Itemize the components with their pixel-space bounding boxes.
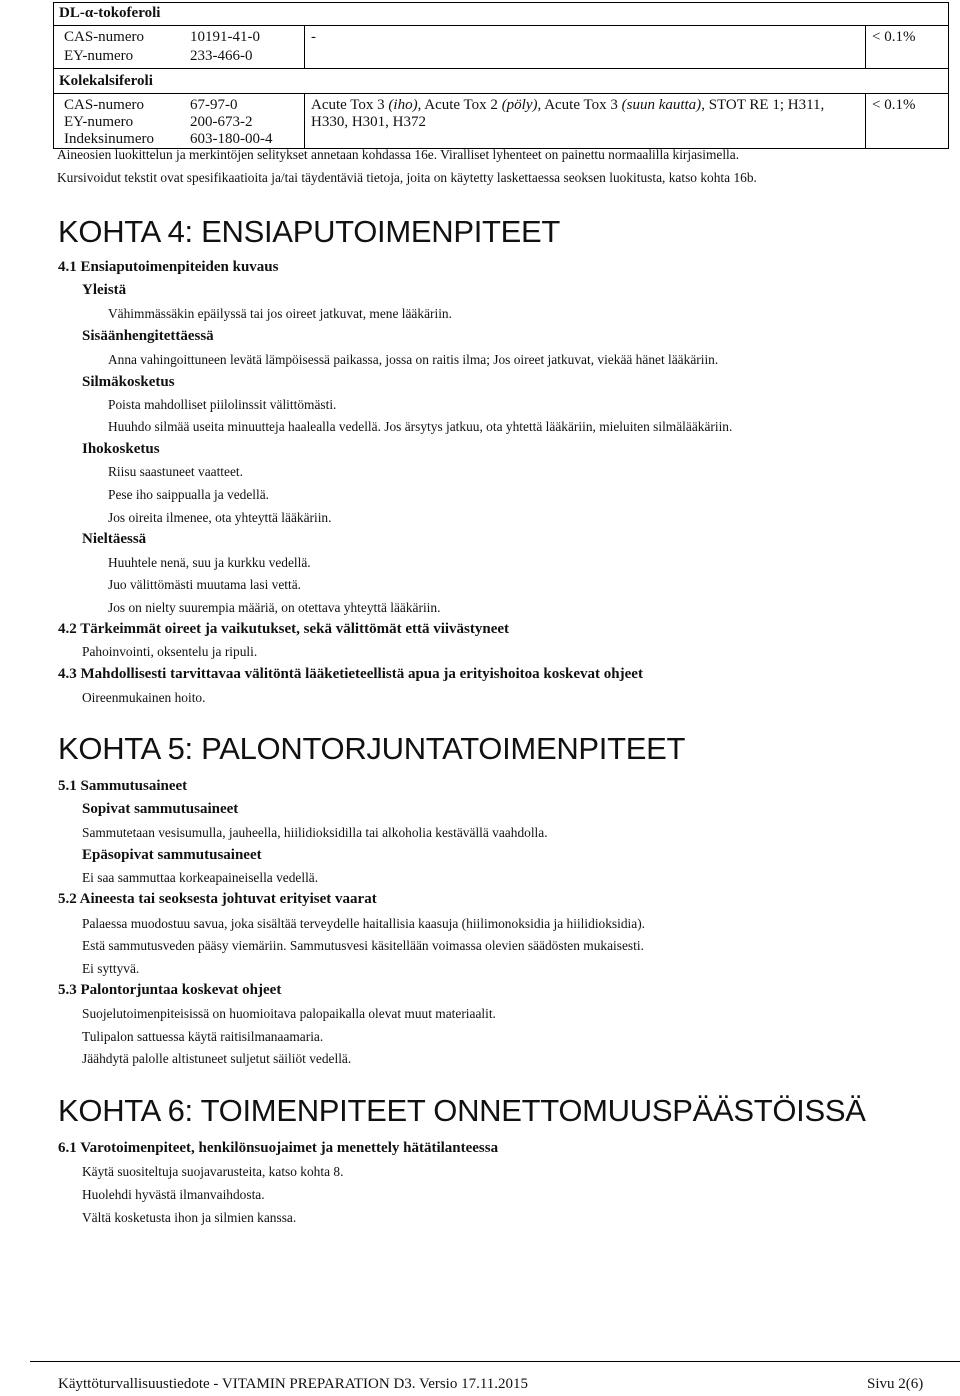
general-heading: Yleistä (82, 282, 127, 298)
ingestion-text-2: Juo välittömästi muutama lasi vettä. (108, 577, 302, 592)
sub2-cas-label: CAS-numero (64, 97, 144, 113)
section-4-3-text: Oireenmukainen hoito. (82, 690, 206, 705)
notes-line-1: Aineosien luokittelun ja merkintöjen selitykset annetaan kohdassa 16e. Viralliset lyhenteet on painettu normaalilla kirjasimella. (57, 147, 740, 162)
sub1-cas-value: 10191-41-0 (190, 29, 260, 45)
ingestion-text-1: Huuhtele nenä, suu ja kurkku vedellä. (108, 555, 311, 570)
section-4-3-heading: 4.3 Mahdollisesti tarvittavaa välitöntä lääketieteellistä apua ja erityishoitoa koskevat ohjeet (58, 666, 643, 682)
substance-1-name: DL-α-tokoferoli (59, 5, 161, 21)
skin-contact-text-3: Jos oireita ilmenee, ota yhteyttä lääkäriin. (108, 510, 332, 525)
sub1-concentration: < 0.1% (872, 29, 916, 45)
sub2-index-label: Indeksinumero (64, 131, 154, 147)
composition-table (53, 2, 949, 149)
section-5-3-text-3: Jäähdytä palolle altistuneet suljetut säiliöt vedellä. (82, 1051, 352, 1066)
substance-2-details-row (54, 94, 948, 148)
inhalation-text-1: Anna vahingoittuneen levätä lämpöisessä paikassa, jossa on raitis ilma; Jos oireet jatkuvat, viekää hänet lääkäriin. (108, 352, 719, 367)
sub2-ey-value: 200-673-2 (190, 114, 253, 130)
section-5-3-heading: 5.3 Palontorjuntaa koskevat ohjeet (58, 982, 282, 998)
substance-1-details-row (54, 26, 948, 69)
sub2-ey-label: EY-numero (64, 114, 134, 130)
sub1-cas-label: CAS-numero (64, 29, 144, 45)
substance-1-title-row (54, 3, 948, 26)
section-5-2-text-2: Estä sammutusveden pääsy viemäriin. Sammutusvesi käsitellään voimassa olevien säädösten mukaisesti. (82, 938, 644, 953)
section-4-title: KOHTA 4: ENSIAPUTOIMENPITEET (58, 214, 561, 249)
unsuitable-media-text: Ei saa sammuttaa korkeapaineisella vedellä. (82, 870, 319, 885)
sub1-ey-label: EY-numero (64, 48, 134, 64)
ingestion-text-3: Jos on nielty suurempia määriä, on otettava yhteyttä lääkäriin. (108, 600, 441, 615)
sub2-classification-line1: Acute Tox 3 (iho), Acute Tox 2 (pöly), Acute Tox 3 (suun kautta), STOT RE 1; H311, (311, 97, 825, 113)
section-5-1-heading: 5.1 Sammutusaineet (58, 778, 188, 794)
sub1-ey-value: 233-466-0 (190, 48, 253, 64)
ingestion-heading: Nieltäessä (82, 531, 147, 547)
section-5-title: KOHTA 5: PALONTORJUNTATOIMENPITEET (58, 731, 686, 766)
section-6-1-text-3: Vältä kosketusta ihon ja silmien kanssa. (82, 1210, 297, 1225)
section-6-1-heading: 6.1 Varotoimenpiteet, henkilönsuojaimet ja menettely hätätilanteessa (58, 1140, 499, 1156)
section-4-2-text: Pahoinvointi, oksentelu ja ripuli. (82, 644, 258, 659)
inhalation-heading: Sisäänhengitettäessä (82, 328, 214, 344)
unsuitable-media-heading: Epäsopivat sammutusaineet (82, 847, 262, 863)
sub2-concentration: < 0.1% (872, 97, 916, 113)
eye-contact-heading: Silmäkosketus (82, 374, 175, 390)
sub1-classification: - (311, 29, 316, 45)
footer-divider (30, 1361, 960, 1362)
substance-2-name: Kolekalsiferoli (59, 73, 153, 89)
sub2-cas-value: 67-97-0 (190, 97, 238, 113)
suitable-media-heading: Sopivat sammutusaineet (82, 801, 239, 817)
section-6-1-text-1: Käytä suositeltuja suojavarusteita, katso kohta 8. (82, 1164, 344, 1179)
sub2-classification-line2: H330, H301, H372 (311, 114, 426, 130)
section-5-2-text-1: Palaessa muodostuu savua, joka sisältää terveydelle haitallisia kaasuja (hiilimonoksidia ja hiilidioksidia). (82, 916, 646, 931)
footer-page-number: Sivu 2(6) (867, 1376, 924, 1392)
section-6-title: KOHTA 6: TOIMENPITEET ONNETTOMUUSPÄÄSTÖISSÄ (58, 1093, 866, 1128)
section-5-3-text-1: Suojelutoimenpiteisissä on huomioitava palopaikalla olevat muut materiaalit. (82, 1006, 496, 1021)
substance-2-title-row (54, 69, 948, 94)
section-4-1-heading: 4.1 Ensiaputoimenpiteiden kuvaus (58, 259, 279, 275)
skin-contact-text-1: Riisu saastuneet vaatteet. (108, 464, 243, 479)
section-5-3-text-2: Tulipalon sattuessa käytä raitisilmanaamaria. (82, 1029, 324, 1044)
notes-line-2: Kursivoidut tekstit ovat spesifikaatioita ja/tai täydentäviä tietoja, joita on käytetty laskettaessa seoksen luokitusta, katso kohta 16b. (57, 170, 757, 185)
footer-document-title: Käyttöturvallisuustiedote - VITAMIN PREPARATION D3. Versio 17.11.2015 (58, 1376, 529, 1392)
sub2-index-value: 603-180-00-4 (190, 131, 273, 147)
skin-contact-text-2: Pese iho saippualla ja vedellä. (108, 487, 270, 502)
suitable-media-text: Sammutetaan vesisumulla, jauheella, hiilidioksidilla tai alkoholia kestävällä vaahdolla. (82, 825, 548, 840)
eye-contact-text-2: Huuhdo silmää useita minuutteja haalealla vedellä. Jos ärsytys jatkuu, ota yhtettä lääkäriin, mieluiten silmälääkäriin. (108, 419, 733, 434)
section-6-1-text-2: Huolehdi hyvästä ilmanvaihdosta. (82, 1187, 265, 1202)
skin-contact-heading: Ihokosketus (82, 441, 160, 457)
section-5-2-heading: 5.2 Aineesta tai seoksesta johtuvat erityiset vaarat (58, 891, 377, 907)
general-text-1: Vähimmässäkin epäilyssä tai jos oireet jatkuvat, mene lääkäriin. (108, 306, 452, 321)
section-5-2-text-3: Ei syttyvä. (82, 961, 140, 976)
eye-contact-text-1: Poista mahdolliset piilolinssit välittömästi. (108, 397, 337, 412)
section-4-2-heading: 4.2 Tärkeimmät oireet ja vaikutukset, sekä välittömät että viivästyneet (58, 621, 510, 637)
